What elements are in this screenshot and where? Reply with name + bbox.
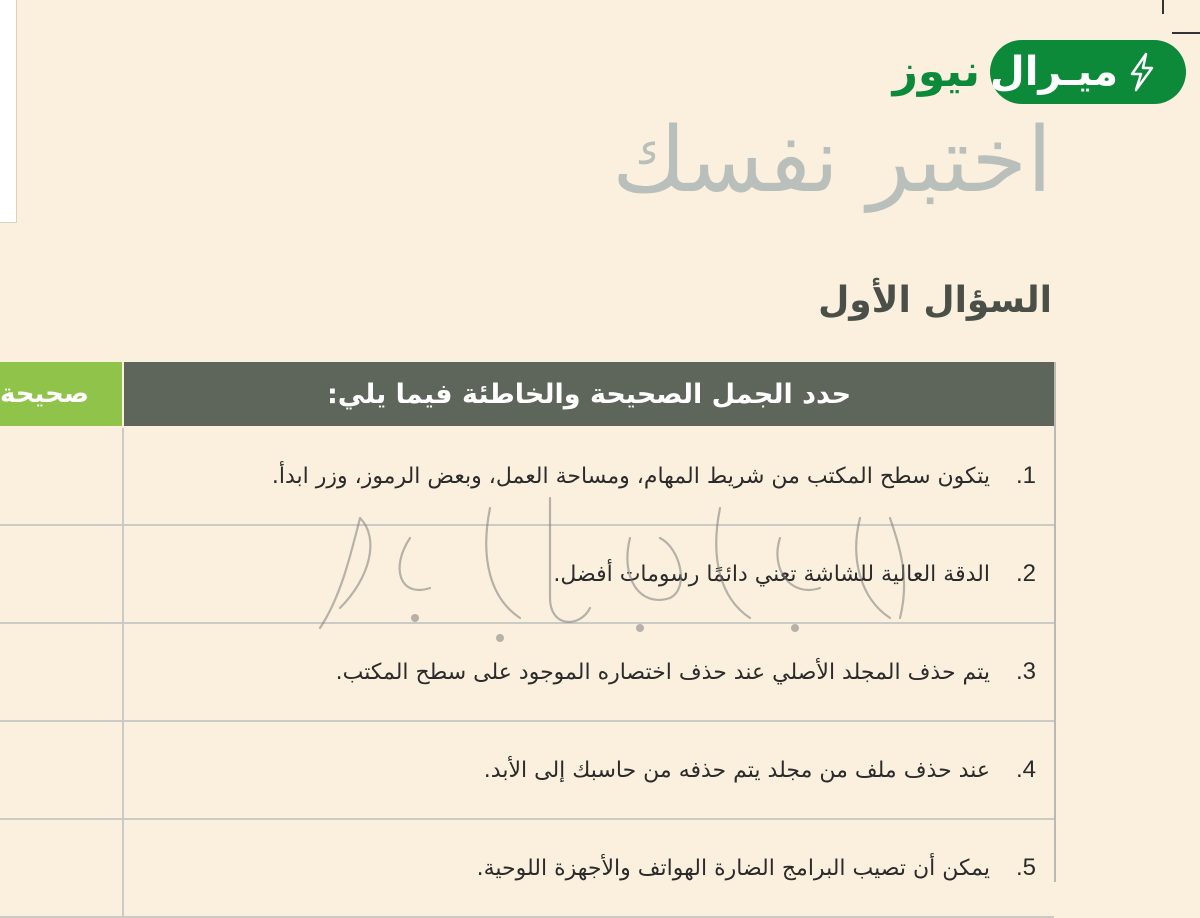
statement-text: الدقة العالية للشاشة تعني دائمًا رسومات أفضل.: [553, 561, 990, 587]
statement-cell: [124, 624, 1054, 720]
page-title: اختبر نفسك: [612, 108, 1052, 213]
table-row: [0, 820, 1054, 918]
brand-pill: [990, 40, 1186, 104]
table-row: [0, 428, 1054, 526]
answer-cell[interactable]: [0, 722, 124, 818]
left-side-panel: [0, 0, 17, 223]
statement-cell: [124, 526, 1054, 622]
column-header-correct: [0, 362, 122, 426]
crop-mark: [1162, 0, 1164, 14]
answer-cell[interactable]: [0, 526, 124, 622]
statement-cell: [124, 428, 1054, 524]
answer-cell[interactable]: [0, 820, 124, 916]
lightning-bolt-icon: [1124, 50, 1160, 94]
table-row: [0, 526, 1054, 624]
row-number: 2.: [1015, 560, 1036, 587]
brand-logo: [886, 40, 1186, 104]
statement-text: عند حذف ملف من مجلد يتم حذفه من حاسبك إلى الأبد.: [483, 757, 990, 783]
answer-cell[interactable]: [0, 624, 124, 720]
statement-cell: [124, 722, 1054, 818]
statement-cell: [124, 820, 1054, 916]
statement-text: يتكون سطح المكتب من شريط المهام، ومساحة العمل، وبعض الرموز، وزر ابدأ.: [271, 463, 990, 489]
row-number: 1.: [1015, 462, 1036, 489]
row-number: 4.: [1015, 756, 1036, 783]
brand-word-primary: ميـرال: [990, 49, 1119, 95]
table-header: [0, 362, 1054, 426]
table-row: [0, 624, 1054, 722]
table-row: [0, 722, 1054, 820]
column-header-statements: حدد الجمل الصحيحة والخاطئة فيما يلي:: [124, 362, 1054, 426]
statement-text: يتم حذف المجلد الأصلي عند حذف اختصاره الموجود على سطح المكتب.: [335, 659, 990, 685]
row-number: 3.: [1015, 658, 1036, 685]
true-false-table: [0, 362, 1056, 882]
row-number: 5.: [1015, 854, 1036, 881]
statement-text: يمكن أن تصيب البرامج الضارة الهواتف والأجهزة اللوحية.: [476, 855, 990, 881]
question-heading: السؤال الأول: [818, 280, 1052, 321]
column-header-correct-label: صحيحة: [0, 379, 89, 409]
answer-cell[interactable]: [0, 428, 124, 524]
crop-mark: [1172, 32, 1200, 34]
brand-word-secondary: نيوز: [892, 46, 980, 97]
